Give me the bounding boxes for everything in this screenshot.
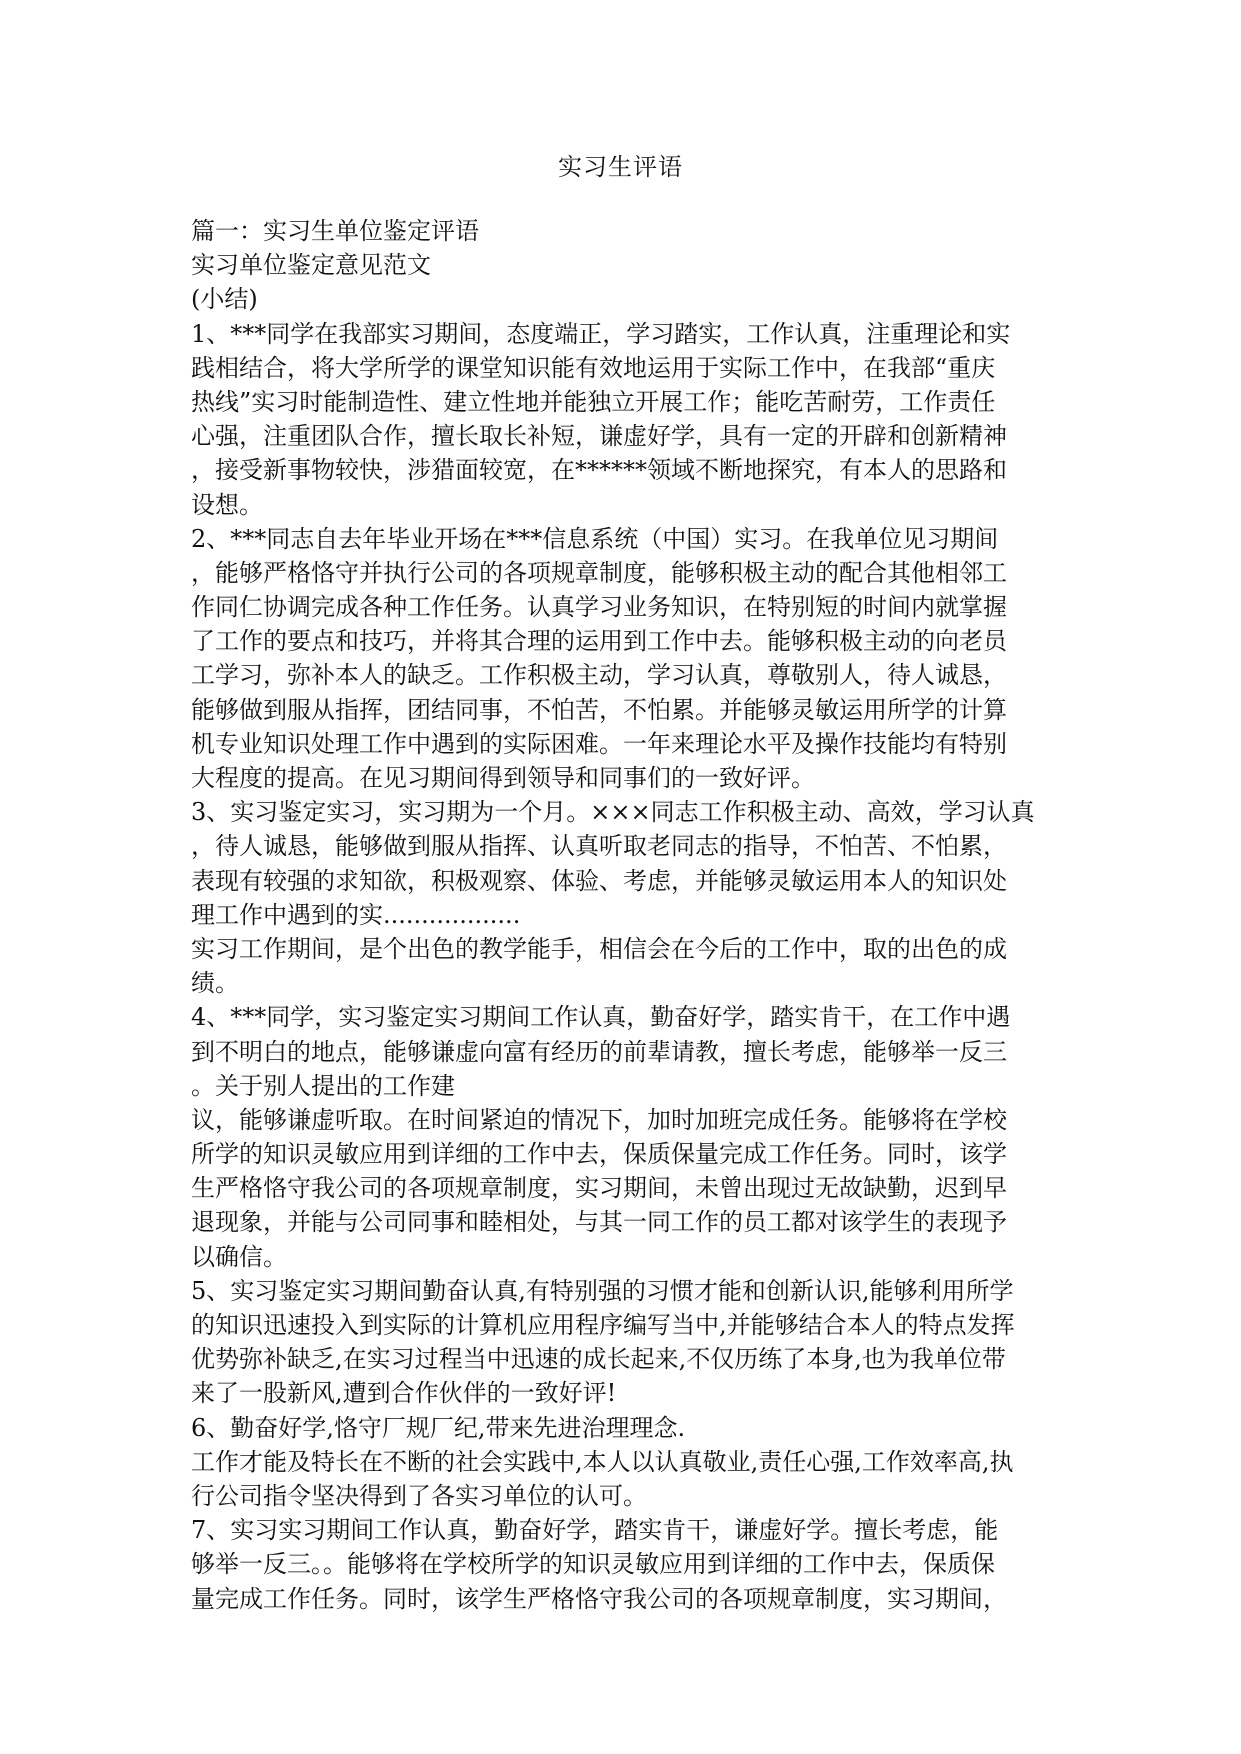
text-line: 5、实习鉴定实习期间勤奋认真,有特别强的习惯才能和创新认识,能够利用所学: [191, 1276, 1014, 1305]
text-line: 3、实习鉴定实习，实习期为一个月。×××同志工作积极主动、高效，学习认真: [191, 798, 1035, 827]
text-line: 实习单位鉴定意见范文: [191, 251, 431, 280]
text-line: 6、勤奋好学,恪守厂规厂纪,带来先进治理理念.: [191, 1413, 686, 1442]
text-line: 生严格恪守我公司的各项规章制度，实习期间，未曾出现过无故缺勤，迟到早: [191, 1174, 1007, 1203]
text-line: 机专业知识处理工作中遇到的实际困难。一年来理论水平及操作技能均有特别: [191, 729, 1007, 758]
text-line: 议，能够谦虚听取。在时间紧迫的情况下，加时加班完成任务。能够将在学校: [191, 1105, 1007, 1134]
text-line: 实习工作期间，是个出色的教学能手，相信会在今后的工作中，取的出色的成: [191, 934, 1007, 963]
text-line: 理工作中遇到的实..................: [191, 900, 521, 929]
text-line: 工作才能及特长在不断的社会实践中,本人以认真敬业,责任心强,工作效率高,执: [191, 1447, 1014, 1476]
text-line: 行公司指令坚决得到了各实习单位的认可。: [191, 1481, 647, 1510]
text-line: (小结): [191, 285, 258, 314]
text-line: 心强，注重团队合作，擅长取长补短，谦虚好学，具有一定的开辟和创新精神: [191, 422, 1007, 451]
text-line: 能够做到服从指挥，团结同事，不怕苦，不怕累。并能够灵敏运用所学的计算: [191, 695, 1007, 724]
text-line: ，接受新事物较快，涉猎面较宽，在******领域不断地探究，有本人的思路和: [191, 456, 1007, 485]
text-line: 4、***同学，实习鉴定实习期间工作认真，勤奋好学，踏实肯干，在工作中遇: [191, 1003, 1011, 1032]
text-line: 来了一股新风,遭到合作伙伴的一致好评!: [191, 1379, 617, 1408]
text-line: 大程度的提高。在见习期间得到领导和同事们的一致好评。: [191, 764, 815, 792]
document-title: 实习生评语: [558, 153, 683, 181]
text-line: 设想。: [191, 490, 263, 519]
text-line: 量完成工作任务。同时，该学生严格恪守我公司的各项规章制度，实习期间，: [191, 1584, 1007, 1613]
text-line: 够举一反三。。能够将在学校所学的知识灵敏应用到详细的工作中去，保质保: [191, 1550, 995, 1579]
text-line: ，待人诚恳，能够做到服从指挥、认真听取老同志的指导，不怕苦、不怕累，: [191, 832, 1007, 861]
text-line: 篇一：实习生单位鉴定评语: [191, 217, 479, 245]
text-line: 践相结合，将大学所学的课堂知识能有效地运用于实际工作中，在我部“重庆: [191, 353, 996, 382]
text-line: 热线”实习时能制造性、建立性地并能独立开展工作；能吃苦耐劳，工作责任: [191, 387, 996, 416]
text-line: 1、***同学在我部实习期间，态度端正，学习踏实，工作认真，注重理论和实: [191, 319, 1011, 348]
text-line: 作同仁协调完成各种工作任务。认真学习业务知识，在特别短的时间内就掌握: [191, 593, 1007, 622]
document-body: [191, 214, 1043, 1616]
text-line: 到不明白的地点，能够谦虚向富有经历的前辈请教，擅长考虑，能够举一反三: [191, 1037, 1007, 1066]
text-line: 退现象，并能与公司同事和睦相处，与其一同工作的员工都对该学生的表现予: [191, 1208, 1007, 1237]
text-line: 工学习，弥补本人的缺乏。工作积极主动，学习认真，尊敬别人，待人诚恳，: [191, 661, 1007, 690]
text-line: 的知识迅速投入到实际的计算机应用程序编写当中,并能够结合本人的特点发挥: [191, 1311, 1015, 1339]
text-line: 7、实习实习期间工作认真，勤奋好学，踏实肯干，谦虚好学。擅长考虑，能: [191, 1516, 999, 1545]
text-line: 绩。: [191, 969, 239, 998]
text-line: 优势弥补缺乏,在实习过程当中迅速的成长起来,不仅历练了本身,也为我单位带: [191, 1345, 1006, 1374]
text-line: 以确信。: [191, 1242, 287, 1271]
text-line: 。关于别人提出的工作建: [191, 1071, 455, 1100]
text-line: 所学的知识灵敏应用到详细的工作中去，保质保量完成工作任务。同时，该学: [191, 1140, 1007, 1169]
text-line: 了工作的要点和技巧，并将其合理的运用到工作中去。能够积极主动的向老员: [191, 627, 1007, 656]
text-line: ，能够严格恪守并执行公司的各项规章制度，能够积极主动的配合其他相邻工: [191, 558, 1007, 587]
text-line: 2、***同志自去年毕业开场在***信息系统（中国）实习。在我单位见习期间: [191, 524, 999, 553]
text-line: 表现有较强的求知欲，积极观察、体验、考虑，并能够灵敏运用本人的知识处: [191, 866, 1007, 895]
